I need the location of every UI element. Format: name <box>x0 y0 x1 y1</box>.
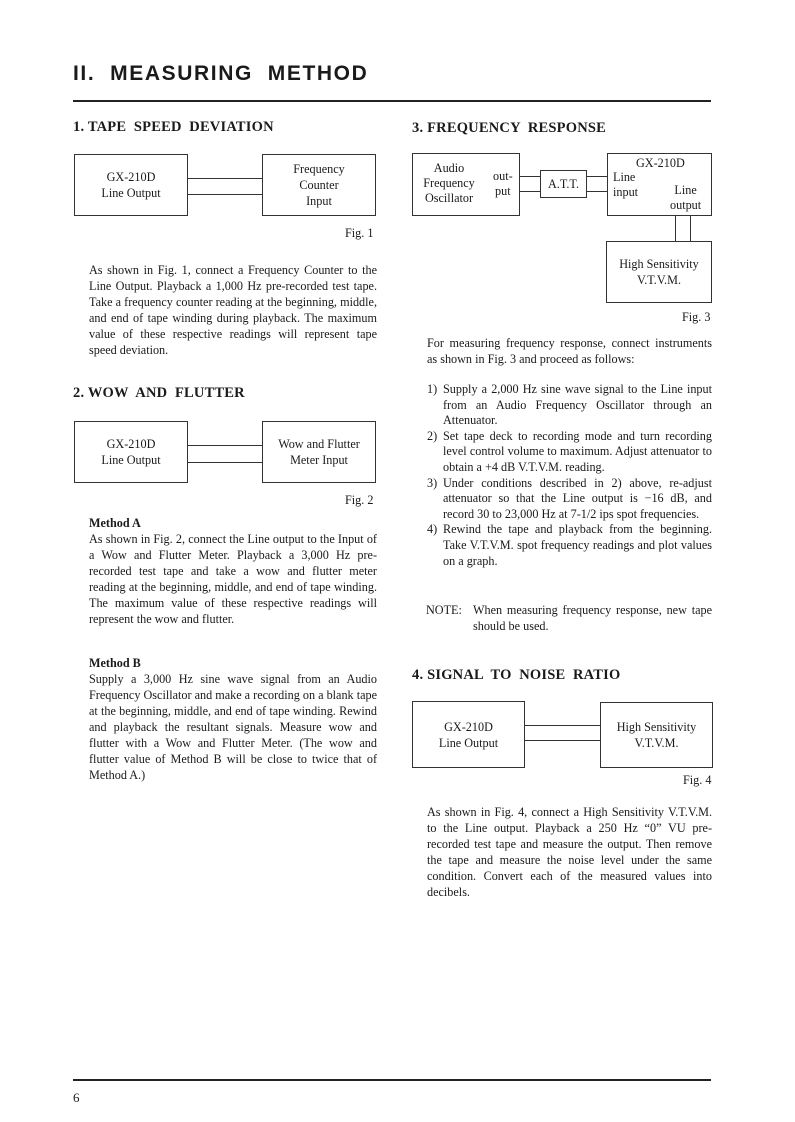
audio-frequency-oscillator-box <box>412 153 520 216</box>
step-text: Set tape deck to recording mode and turn recording level control volume to maximum. Adjust attenuator to obtain a +4 dB V.T.V.M. reading. <box>443 428 712 474</box>
port-label: input <box>613 185 639 199</box>
connector-line <box>520 191 540 192</box>
box-label: Frequency <box>293 162 345 176</box>
connector-line <box>188 445 262 446</box>
box-label: GX-210D <box>106 170 156 184</box>
step-number: 2) <box>427 428 438 443</box>
box-label: Wow and Flutter <box>278 437 360 451</box>
method-a-paragraph: As shown in Fig. 2, connect the Line output to the Input of a Wow and Flutter Meter. Playback a 3,000 Hz pre-recorded test tape and take a wow and flutter meter reading at the beginning, middle, and end of tape winding. The maximum value of these respective readings will represent the wow and flutter. <box>89 532 377 626</box>
method-a-label: Method A <box>89 516 141 530</box>
page-number: 6 <box>73 1090 80 1105</box>
header-rule <box>73 100 711 102</box>
note-label: NOTE: <box>426 603 462 617</box>
frequency-response-intro: For measuring frequency response, connect instruments as shown in Fig. 3 and proceed as follows: <box>427 336 712 366</box>
method-b-paragraph: Supply a 3,000 Hz sine wave signal from an Audio Frequency Oscillator and make a recording on a blank tape at the beginning, middle, and end of tape winding. Rewind and playback the resultant signals. Measure wow and flutter with a Wow and Flutter Meter. (The wow and flutter value of Method B will be close to twice that of Method A.) <box>89 672 377 782</box>
method-b-label: Method B <box>89 656 141 670</box>
box-label: Frequency <box>423 176 475 190</box>
box-label: High Sensitivity <box>616 720 697 734</box>
section-heading-wow-flutter: 2. WOW AND FLUTTER <box>73 385 245 401</box>
vtvm-box <box>600 702 713 768</box>
gx210d-line-output-box <box>74 421 188 483</box>
note-text: When measuring frequency response, new tape should be used. <box>473 603 712 633</box>
box-label: GX-210D <box>444 719 493 734</box>
gx210d-line-output-box <box>74 154 188 216</box>
attenuator-box: A.T.T. <box>540 170 587 198</box>
step-item <box>427 522 712 569</box>
figure-caption: Fig. 3 <box>682 310 711 324</box>
port-label: put <box>495 184 511 198</box>
step-number: 3) <box>427 475 438 490</box>
box-label: Line Output <box>101 453 161 467</box>
connector-line <box>188 194 262 195</box>
port-label: out- <box>493 169 513 183</box>
box-label: Counter <box>299 178 339 192</box>
connector-line <box>690 216 691 241</box>
gx210d-deck-box <box>607 153 712 216</box>
page-title: II. MEASURING METHOD <box>73 62 369 85</box>
box-label: GX-210D <box>106 437 156 451</box>
box-label: Audio <box>433 161 465 175</box>
box-label: Line Output <box>101 186 161 200</box>
figure-caption: Fig. 1 <box>345 226 374 240</box>
step-item <box>427 429 712 476</box>
box-label: Line Output <box>438 735 499 750</box>
port-label: output <box>670 198 702 212</box>
signal-noise-paragraph: As shown in Fig. 4, connect a High Sensitivity V.T.V.M. to the Line output. Playback a 250 Hz “0” VU pre-recorded test tape and measure the output. Then remove the tape and measure the noise level under the same condition. Convert each of the measured values into decibels. <box>427 805 712 899</box>
connector-line <box>525 740 600 741</box>
connector-line <box>520 176 540 177</box>
wow-flutter-meter-box <box>262 421 376 483</box>
footer-rule <box>73 1079 711 1081</box>
gx210d-line-output-box <box>412 701 525 768</box>
port-label: Line <box>674 183 697 197</box>
connector-line <box>188 462 262 463</box>
figure-caption: Fig. 4 <box>683 773 712 787</box>
step-text: Supply a 2,000 Hz sine wave signal to the Line input from an Audio Frequency Oscillator through an Attenuator. <box>443 382 712 428</box>
box-label: High Sensitivity <box>619 257 699 271</box>
step-item <box>427 382 712 429</box>
deck-title: GX-210D <box>636 156 685 170</box>
frequency-response-steps <box>427 382 712 569</box>
section-heading-signal-noise: 4. SIGNAL TO NOISE RATIO <box>412 667 621 683</box>
step-item <box>427 476 712 523</box>
connector-line <box>675 216 676 241</box>
box-label: Oscillator <box>424 191 474 205</box>
section-heading-tape-speed: 1. TAPE SPEED DEVIATION <box>73 119 274 135</box>
step-number: 1) <box>427 382 438 396</box>
step-text: Under conditions described in 2) above, re-adjust attenuator so that the Line output is −16 dB, and record 30 to 23,000 Hz at 7-1/2 ips spot frequencies. <box>443 475 712 521</box>
box-label: Meter Input <box>290 453 348 467</box>
frequency-counter-box <box>262 154 376 216</box>
section-heading-frequency-response: 3. FREQUENCY RESPONSE <box>412 120 606 136</box>
vtvm-box <box>606 241 712 303</box>
box-label: V.T.V.M. <box>636 273 681 287</box>
connector-line <box>525 725 600 726</box>
figure-caption: Fig. 2 <box>345 493 374 507</box>
step-number: 4) <box>427 522 438 537</box>
tape-speed-paragraph: As shown in Fig. 1, connect a Frequency Counter to the Line Output. Playback a 1,000 Hz pre-recorded test tape. Take a frequency counter reading at the beginning, middle, and end of tape winding during playback. The maximum value of these respective readings will represent tape speed deviation. <box>89 263 377 357</box>
port-label: Line <box>613 170 636 184</box>
connector-line <box>188 178 262 179</box>
connector-line <box>587 191 607 192</box>
step-text: Rewind the tape and playback from the beginning. Take V.T.V.M. spot frequency readings and plot values on a graph. <box>443 522 712 568</box>
box-label: V.T.V.M. <box>634 736 679 750</box>
box-label: Input <box>306 194 332 208</box>
connector-line <box>587 176 607 177</box>
